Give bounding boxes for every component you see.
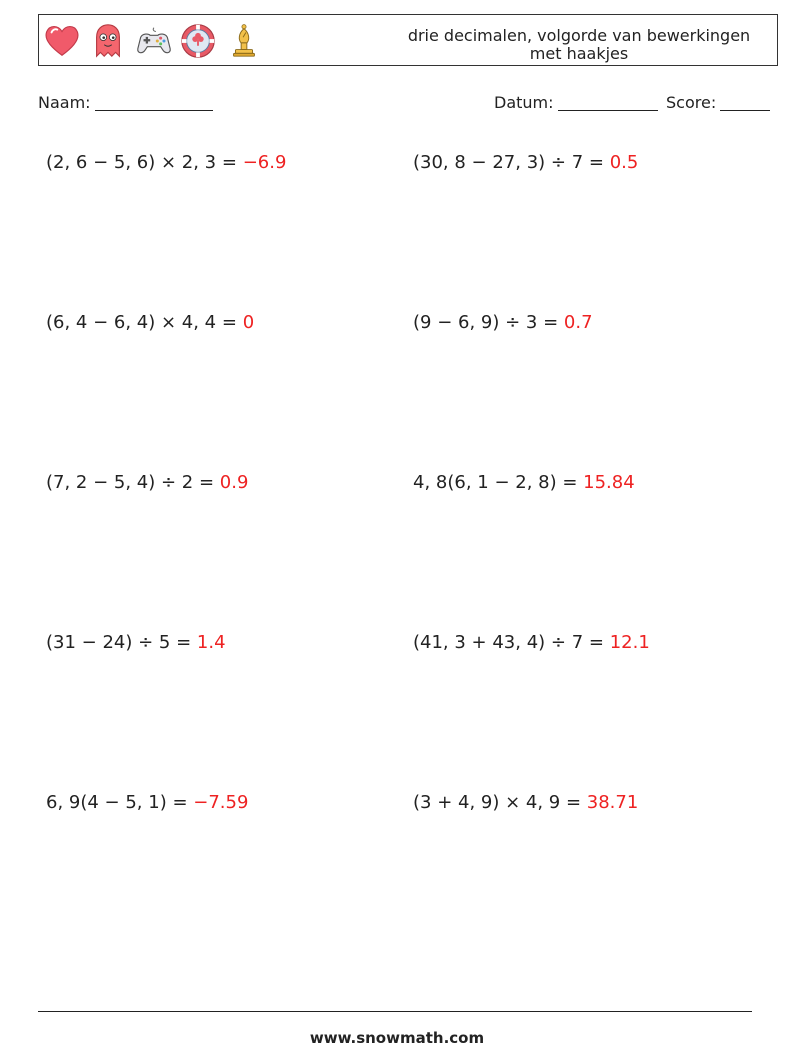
problem-item <box>46 152 286 173</box>
problem-expression: (7, 2 − 5, 4) ÷ 2 = <box>46 472 215 493</box>
score-blank[interactable] <box>720 92 770 111</box>
problem-expression: (2, 6 − 5, 6) × 2, 3 = <box>46 152 237 173</box>
worksheet-header <box>38 14 778 66</box>
problem-answer: −7.59 <box>193 792 249 813</box>
problem-answer: 38.71 <box>586 792 639 813</box>
footer-website[interactable]: www.snowmath.com <box>309 1029 485 1047</box>
problem-item <box>413 632 650 653</box>
worksheet-title-line1: drie decimalen, volgorde van bewerkingen <box>407 26 751 45</box>
score-field <box>666 92 770 112</box>
problem-expression: (30, 8 − 27, 3) ÷ 7 = <box>413 152 604 173</box>
problem-item <box>46 792 248 813</box>
problem-expression: (31 − 24) ÷ 5 = <box>46 632 192 653</box>
problem-expression: (6, 4 − 6, 4) × 4, 4 = <box>46 312 237 333</box>
problem-answer: 0.7 <box>563 312 593 333</box>
name-label: Naam: <box>38 93 91 112</box>
heart-icon <box>43 21 81 61</box>
problem-item <box>413 792 638 813</box>
problem-item <box>413 472 635 493</box>
problem-item <box>413 152 638 173</box>
problem-expression: 6, 9(4 − 5, 1) = <box>46 792 188 813</box>
footer-divider <box>38 1011 752 1012</box>
problem-answer: −6.9 <box>242 152 287 173</box>
problem-item <box>46 312 254 333</box>
worksheet-title-line2: met haakjes <box>529 44 629 63</box>
problem-answer: 12.1 <box>609 632 650 653</box>
problem-expression: 4, 8(6, 1 − 2, 8) = <box>413 472 578 493</box>
problem-answer: 0 <box>242 312 255 333</box>
poker-chip-icon <box>179 21 217 61</box>
problem-item <box>413 312 593 333</box>
ghost-icon <box>89 21 127 61</box>
date-label: Datum: <box>494 93 554 112</box>
chess-bishop-icon <box>225 21 263 61</box>
problem-answer: 0.5 <box>609 152 639 173</box>
date-field <box>494 92 658 112</box>
problem-answer: 15.84 <box>583 472 635 493</box>
problem-expression: (3 + 4, 9) × 4, 9 = <box>413 792 582 813</box>
problem-item <box>46 472 248 493</box>
score-label: Score: <box>666 93 717 112</box>
date-blank[interactable] <box>558 92 658 111</box>
problem-answer: 1.4 <box>196 632 226 653</box>
problem-expression: (9 − 6, 9) ÷ 3 = <box>413 312 559 333</box>
problem-item <box>46 632 226 653</box>
name-field <box>38 92 213 112</box>
problem-expression: (41, 3 + 43, 4) ÷ 7 = <box>413 632 604 653</box>
gamepad-icon <box>135 21 173 61</box>
name-blank[interactable] <box>95 92 213 111</box>
worksheet-title <box>399 27 759 63</box>
problem-answer: 0.9 <box>219 472 249 493</box>
